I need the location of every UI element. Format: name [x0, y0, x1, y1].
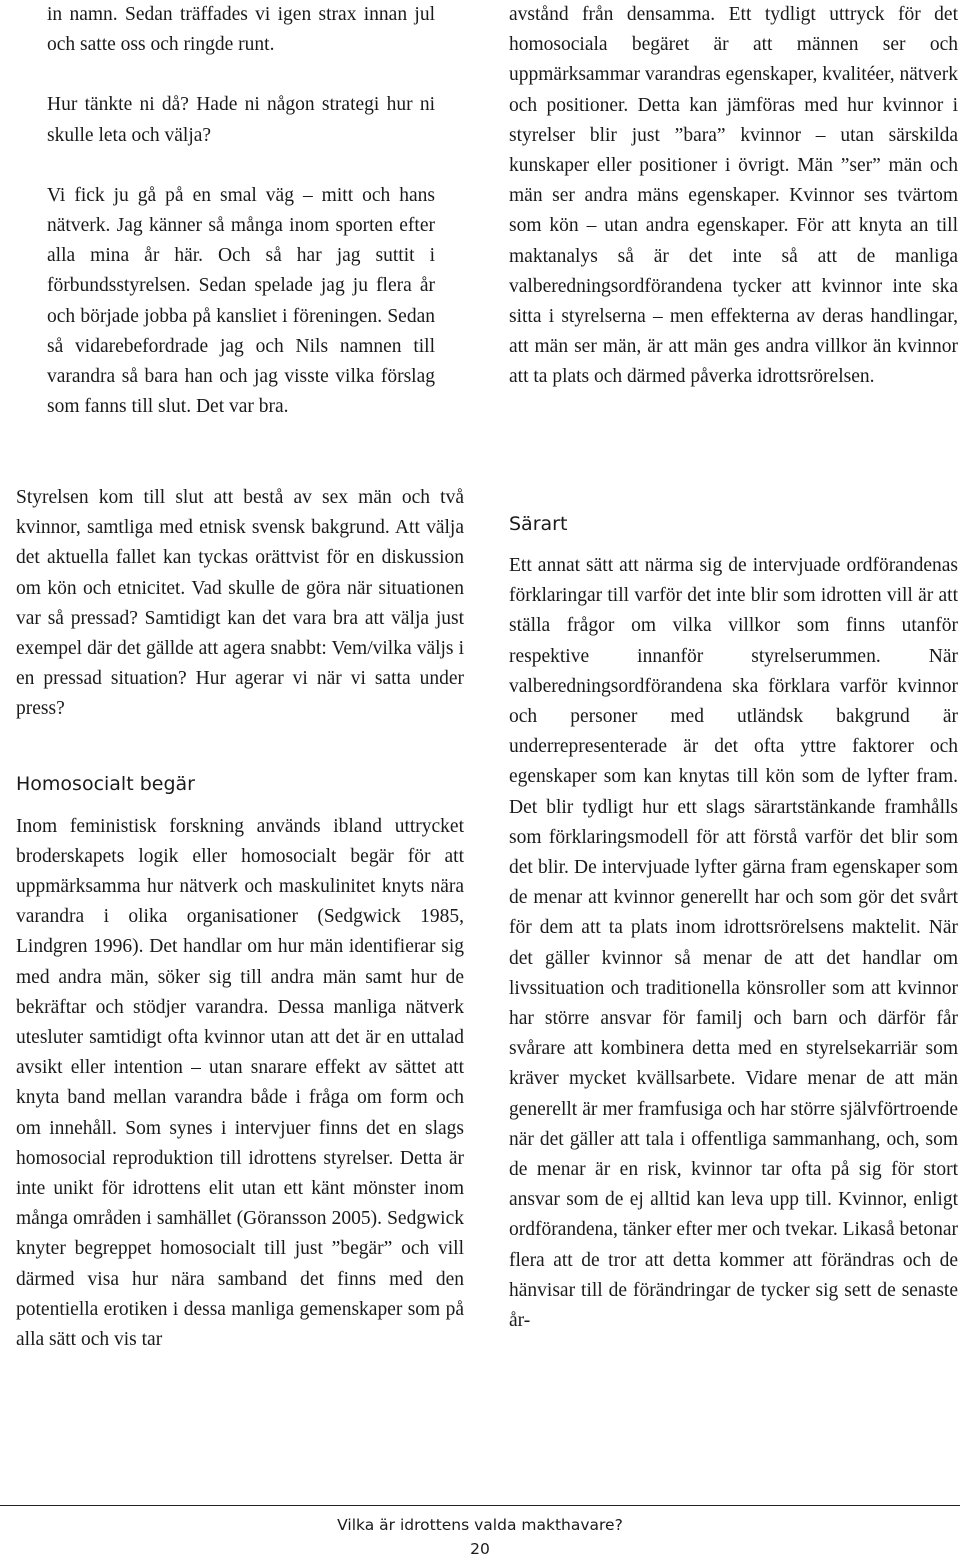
page-number: 20 [470, 1540, 490, 1558]
body-paragraph: avstånd från densamma. Ett tydligt uttryck för det homosociala begäret är att männen ser och uppmärksammar varandras egenskaper, kvalitéer, nätverk och positioner. Detta kan jämföras med hur kvinnor i styrelser blir just ”bara” kvinnor – utan särskilda kunskaper eller positioner i övrigt. Män ”ser” män och män ser andra mäns egenskaper. Kvinnor ses tvärtom som kön – utan andra egenskaper. För att knyta an till maktanalys så är det inte så att de manliga valberedningsordförandena tycker att kvinnor inte ska sitta i styrelserna – men effekterna av deras handlingar, att män ser män, är att män ges andra villkor än kvinnor att ta plats och därmed påverka idrottsrörelsen. [509, 4, 958, 388]
body-paragraph: Ett annat sätt att närma sig de intervjuade ordförandenas förklaringar till varför det inte blir som idrotten vill är att ställa frågor om vilka villkor som finns utanför respektive innanför styrelserummen. När valberedningsordförandena ska förklara varför kvinnor och personer med utländsk bakgrund är underrepresenterade är det ofta yttre faktorer och egenskaper som kan knytas till kön som de lyfter fram. Det blir tydligt hur ett slags särartstänkande framhålls som förklaringsmodell för att förstå varför det blir som det blir. De intervjuade lyfter gärna fram egenskaper som de menar att kvinnor generellt har och som gör det svårt för dem att ta plats inom idrottsrörelsens maktelit. När det gäller kvinnor så menar de att det handlar om livssituation och traditionella könsroller som att kvinnor har större ansvar för familj och barn och därför får svårare att kombinera detta med en styrelsekarriär som kräver mycket kvällsarbete. Vidare menar de att män generellt är mer framfusiga och har större självförtroende när det gäller att tala i offentliga sammanhang, och, som de menar är en risk, kvinnor tar ofta på sig för stort ansvar som de ej alltid kan leva upp till. Kvinnor, enligt ordförandena, tänker efter mer och tvekar. Likaså betonar flera att de tror att detta kommer att förändras och de hänvisar till de förändringar de tycker sig sett de senaste år- [509, 555, 958, 1332]
section-heading-sarart: Särart [509, 513, 568, 535]
left-column-bottom [16, 483, 464, 1355]
footer-divider [0, 1505, 960, 1506]
interview-answer-1: in namn. Sedan träffades vi igen strax innan jul och satte oss och ringde runt. [47, 4, 435, 56]
footer-running-title: Vilka är idrottens valda makthavare? [337, 1516, 623, 1534]
left-column-top [47, 0, 435, 422]
section-heading-homosocial: Homosocialt begär [16, 772, 195, 795]
interview-question: Hur tänkte ni då? Hade ni någon strategi hur ni skulle leta och välja? [47, 94, 435, 146]
right-column-bottom [509, 509, 958, 1336]
interview-answer-2: Vi fick ju gå på en smal väg – mitt och hans nätverk. Jag känner så många inom sporten efter alla mina år här. Och så har jag suttit i förbundsstyrelsen. Sedan spelade jag ju flera år och började jobba på kansliet i föreningen. Sedan så vidarebefordrade jag och Nils namnen till varandra så bara han och jag visste vilka förslag som fanns till slut. Det var bra. [47, 184, 435, 418]
right-column-top [509, 0, 958, 393]
body-paragraph: Inom feministisk forskning används ibland uttrycket broderskapets logik eller homosocialt begär för att uppmärksamma hur nätverk och maskulinitet knyts nära varandra i olika organisationer (Sedgwick 1985, Lindgren 1996). Det handlar om hur män identifierar sig med andra män, söker sig till andra män samt hur de bekräftar och stödjer varandra. Dessa manliga nätverk utesluter samtidigt ofta kvinnor utan att det är en uttalad avsikt eller intention – utan snarare effekt av sättet att knyta band mellan varandra både i fråga om form och om innehåll. Som synes i intervjuer finns det en slags homosocial reproduktion till idrottens styrelser. Detta är inte unikt för idrottens elit utan ett känt mönster inom många områden i samhället (Göransson 2005). Sedgwick knyter begreppet homosocialt till just ”begär” och vill därmed visa hur nära samband det finns med den potentiella erotiken i dessa manliga gemenskaper som på alla sätt och vis tar [16, 815, 464, 1351]
body-paragraph: Styrelsen kom till slut att bestå av sex män och två kvinnor, samtliga med etnisk svensk bakgrund. Att välja det aktuella fallet kan tyckas orättvist för en diskussion om kön och etnicitet. Vad skulle de göra när situationen var så pressad? Samtidigt kan det vara bra att välja just exempel där det gällde att agera snabbt: Vem/vilka väljs i en pressad situation? Hur agerar vi när vi satta under press? [16, 487, 464, 720]
